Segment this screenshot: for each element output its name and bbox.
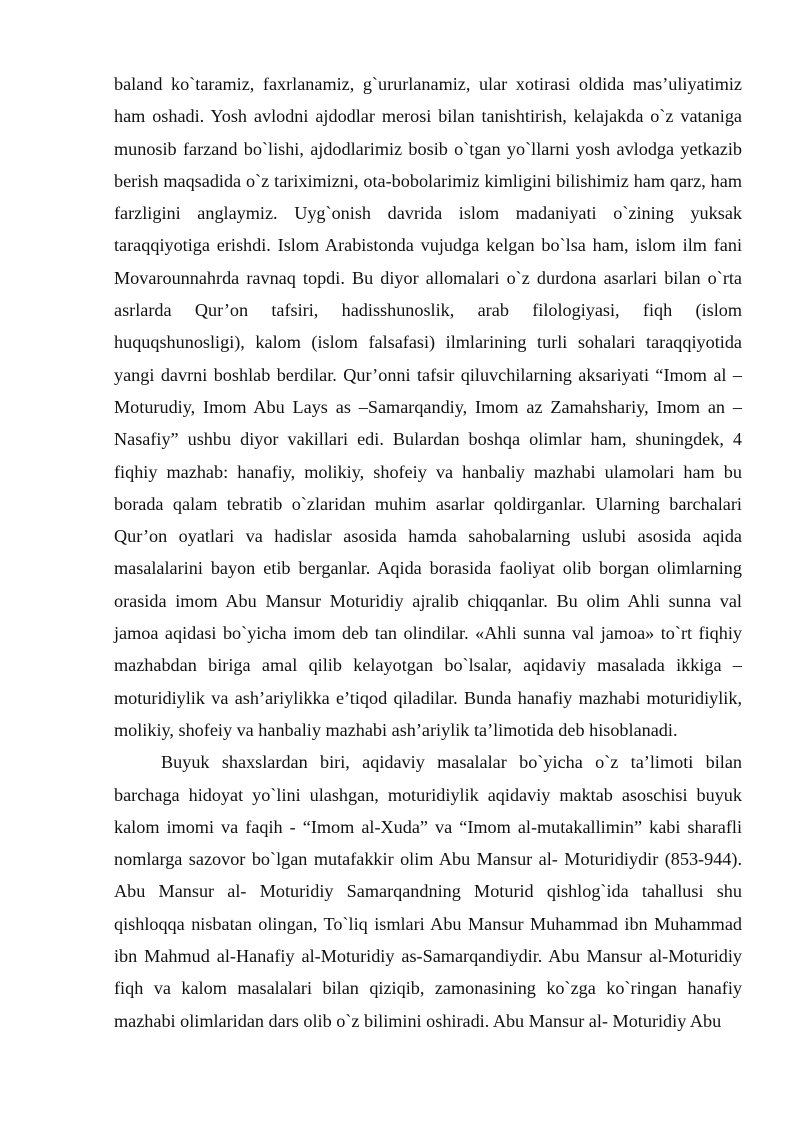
body-text (114, 68, 742, 1037)
paragraph-2: Buyuk shaxslardan biri, aqidaviy masalalar bo`yicha o`z ta’limoti bilan barchaga hidoyat yo`lini ulashgan, moturidiylik aqidaviy maktab asoschisi buyuk kalom imomi va faqih - “Imom al-Xuda” va “Imom al-mutakallimin” kabi sharafli nomlarga sazovor bo`lgan mutafakkir olim Abu Mansur al- Moturidiydir (853-944). Abu Mansur al- Moturidiy Samarqandning Moturid qishlog`ida tahallusi shu qishloqqa nisbatan olingan, To`liq ismlari Abu Mansur Muhammad ibn Muhammad ibn Mahmud al-Hanafiy al-Moturidiy as-Samarqandiydir. Abu Mansur al-Moturidiy fiqh va kalom masalalari bilan qiziqib, zamonasining ko`zga ko`ringan hanafiy mazhabi olimlaridan dars olib o`z bilimini oshiradi. Abu Mansur al- Moturidiy Abu (114, 752, 742, 1031)
paragraph-1: baland ko`taramiz, faxrlanamiz, g`ururlanamiz, ular xotirasi oldida mas’uliyatimiz ham oshadi. Yosh avlodni ajdodlar merosi bilan tanishtirish, kelajakda o`z vataniga munosib farzand bo`lishi, ajdodlarimiz bosib o`tgan yo`llarni yosh avlodga yetkazib berish maqsadida o`z tariximizni, ota-bobolarimiz kimligini bilishimiz ham qarz, ham farzligini anglaymiz. Uyg`onish davrida islom madaniyati o`zining yuksak taraqqiyotiga erishdi. Islom Arabistonda vujudga kelgan bo`lsa ham, islom ilm fani Movarounnahrda ravnaq topdi. Bu diyor allomalari o`z durdona asarlari bilan o`rta asrlarda Qur’on tafsiri, hadisshunoslik, arab filologiyasi, fiqh (islom huquqshunosligi), kalom (islom falsafasi) ilmlarining turli sohalari taraqqiyotida yangi davrni boshlab berdilar. Qur’onni tafsir qiluvchilarning aksariyati “Imom al – Moturudiy, Imom Abu Lays as –Samarqandiy, Imom az Zamahshariy, Imom an – Nasafiy” ushbu diyor vakillari edi. Bulardan boshqa olimlar ham, shuningdek, 4 fiqhiy mazhab: hanafiy, molikiy, shofeiy va hanbaliy mazhabi ulamolari ham bu borada qalam tebratib o`zlaridan muhim asarlar qoldirganlar. Ularning barchalari Qur’on oyatlari va hadislar asosida hamda sahobalarning uslubi asosida aqida masalalarini bayon etib berganlar. Aqida borasida faoliyat olib borgan olimlarning orasida imom Abu Mansur Moturidiy ajralib chiqqanlar. Bu olim Ahli sunna val jamoa aqidasi bo`yicha imom deb tan olindilar. «Ahli sunna val jamoa» to`rt fiqhiy mazhabdan biriga amal qilib kelayotgan bo`lsalar, aqidaviy masalada ikkiga – moturidiylik va ash’ariylikka e’tiqod qiladilar. Bunda hanafiy mazhabi moturidiylik, molikiy, shofeiy va hanbaliy mazhabi ash’ariylik ta’limotida deb hisoblanadi. (114, 74, 742, 740)
